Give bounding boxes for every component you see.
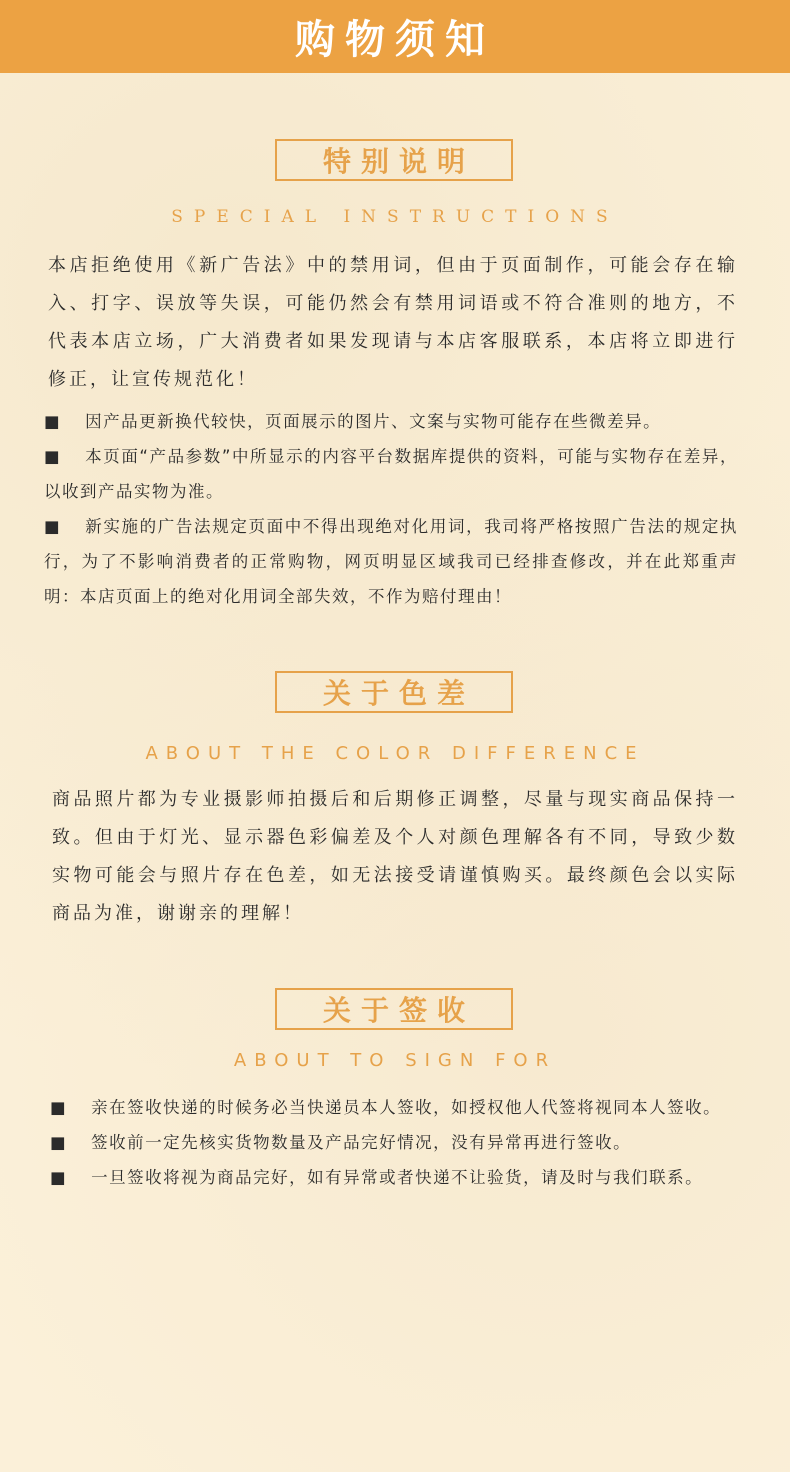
page-header	[0, 0, 790, 73]
color-paragraph: 商品照片都为专业摄影师拍摄后和后期修正调整，尽量与现实商品保持一致。但由于灯光、显示器色彩偏差及个人对颜色理解各有不同，导致少数实物可能会与照片存在色差，如无法接受请谨慎购买。最终颜色会以实际商品为准，谢谢亲的理解！	[52, 789, 738, 924]
special-section-subtitle: SPECIAL INSTRUCTIONS	[171, 207, 619, 227]
bullet-square-icon: ■	[44, 517, 62, 536]
sign-bullet-list	[50, 1090, 750, 1195]
bullet-square-icon: ■	[44, 447, 62, 466]
bullet-text: 一旦签收将视为商品完好，如有异常或者快递不让验货，请及时与我们联系。	[91, 1168, 704, 1187]
list-item	[44, 404, 738, 439]
bullet-square-icon: ■	[50, 1133, 68, 1152]
color-section-title: 关于色差	[275, 671, 513, 713]
special-bullet-list	[44, 404, 738, 614]
color-section-subtitle: ABOUT THE COLOR DIFFERENCE	[145, 743, 645, 764]
list-item	[44, 509, 738, 614]
bullet-text: 新实施的广告法规定页面中不得出现绝对化用词，我司将严格按照广告法的规定执行，为了不影响消费者的正常购物，网页明显区域我司已经排查修改，并在此郑重声明：本店页面上的绝对化用词全部失效，不作为赔付理由！	[44, 517, 739, 606]
bullet-text: 亲在签收快递的时候务必当快递员本人签收，如授权他人代签将视同本人签收。	[91, 1098, 722, 1117]
bullet-square-icon: ■	[44, 412, 62, 431]
bullet-square-icon: ■	[50, 1098, 68, 1117]
sign-section-subtitle: ABOUT TO SIGN FOR	[233, 1050, 557, 1071]
special-paragraph: 本店拒绝使用《新广告法》中的禁用词，但由于页面制作，可能会存在输入、打字、误放等失误，可能仍然会有禁用词语或不符合准则的地方，不代表本店立场，广大消费者如果发现请与本店客服联系，本店将立即进行修正，让宣传规范化！	[48, 255, 738, 390]
list-item	[44, 439, 738, 509]
sign-section-title: 关于签收	[275, 988, 513, 1030]
bullet-text: 本页面“产品参数”中所显示的内容平台数据库提供的资料，可能与实物存在差异，以收到产品实物为准。	[44, 447, 738, 501]
bullet-square-icon: ■	[50, 1168, 68, 1187]
bullet-text: 签收前一定先核实货物数量及产品完好情况，没有异常再进行签收。	[91, 1133, 632, 1152]
list-item	[50, 1160, 750, 1195]
page-title: 购物须知	[295, 16, 495, 63]
list-item	[50, 1090, 750, 1125]
special-section-title: 特别说明	[275, 139, 513, 181]
list-item	[50, 1125, 750, 1160]
bullet-text: 因产品更新换代较快，页面展示的图片、文案与实物可能存在些微差异。	[85, 412, 662, 431]
